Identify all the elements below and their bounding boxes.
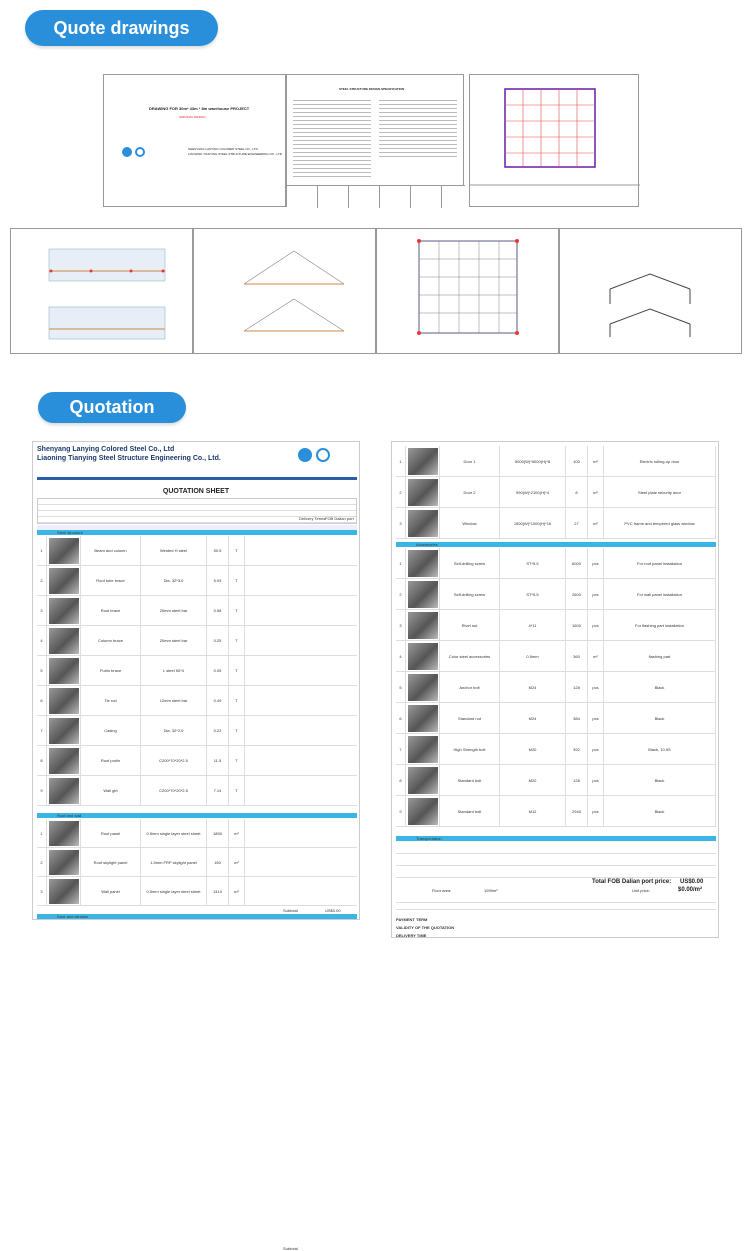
cell-name: Color steel accessories — [440, 641, 500, 671]
product-photo — [49, 628, 79, 654]
product-photo — [408, 705, 438, 732]
cell-unit: pcs — [588, 610, 604, 640]
cell-index: 5 — [37, 656, 47, 685]
photo-cell — [406, 703, 440, 733]
product-photo — [49, 821, 79, 846]
cell-name: Roof brace — [81, 596, 141, 625]
cell-qty: 2600 — [566, 579, 588, 609]
cell-index: 6 — [37, 686, 47, 715]
photo-cell — [47, 656, 81, 685]
cell-index: 3 — [396, 610, 406, 640]
product-photo — [49, 538, 79, 564]
cover-company-1: SHENYANG LANYING COLORED STEEL CO., LTD — [188, 147, 258, 151]
cell-remark: Black — [604, 703, 716, 733]
cell-spec: 990(W)*2100(H)*4 — [500, 477, 566, 507]
cell-unit: m² — [588, 477, 604, 507]
cell-index: 1 — [37, 536, 47, 565]
cell-index: 8 — [396, 765, 406, 795]
cell-unit: m² — [588, 641, 604, 671]
table-row — [37, 776, 357, 806]
cell-index: 6 — [396, 703, 406, 733]
unit-price-label: Unit price: — [632, 888, 651, 893]
product-photo — [49, 598, 79, 624]
table-row — [37, 656, 357, 686]
cell-unit: m² — [229, 848, 245, 876]
table-row — [37, 536, 357, 566]
product-photo — [408, 510, 438, 537]
cell-index: 3 — [37, 877, 47, 905]
cell-spec: Dia. 32*2.0 — [141, 716, 207, 745]
product-photo — [408, 550, 438, 577]
cell-unit: T — [229, 626, 245, 655]
photo-cell — [47, 877, 81, 905]
section-door-label: Door and window — [37, 914, 357, 919]
column-grid-svg — [377, 229, 560, 355]
sheet-logo-icon — [298, 448, 312, 462]
product-photo — [49, 850, 79, 875]
cell-unit: m² — [229, 877, 245, 905]
elevation-2-svg — [194, 229, 377, 355]
cell-index: 1 — [37, 819, 47, 847]
cell-name: Column brace — [81, 626, 141, 655]
product-photo — [408, 448, 438, 475]
cell-name: Window — [440, 508, 500, 538]
delivery-terms-value: FOB Dalian port — [325, 516, 354, 521]
table-row — [37, 686, 357, 716]
cell-remark: For roof panel installation — [604, 548, 716, 578]
cell-qty: 0.58 — [207, 596, 229, 625]
cell-name: Wall panel — [81, 877, 141, 905]
total-fob-label: Total FOB Dalian port price: — [592, 879, 672, 885]
cell-unit: T — [229, 566, 245, 595]
cell-remark: Black — [604, 672, 716, 702]
cell-qty: 8 — [566, 477, 588, 507]
photo-cell — [406, 548, 440, 578]
photo-cell — [47, 848, 81, 876]
cell-name: Purlin brace — [81, 656, 141, 685]
cell-spec: 4*11 — [500, 610, 566, 640]
drawing-elevation-2 — [193, 228, 376, 354]
cell-spec: 1500(W)*1000(H)*16 — [500, 508, 566, 538]
cell-unit: m² — [588, 508, 604, 538]
cell-spec: 0.5mm single layer steel sheet — [141, 877, 207, 905]
delivery-time: DELIVERY TIME — [396, 933, 427, 938]
cell-remark: Electric rolling-up door — [604, 446, 716, 476]
table-row — [396, 477, 716, 508]
photo-cell — [406, 508, 440, 538]
table-row — [396, 641, 716, 672]
cell-qty: 384 — [566, 703, 588, 733]
table-row — [396, 765, 716, 796]
sheet-company-2: Liaoning Tianying Steel Structure Engineering Co., Ltd. — [37, 455, 221, 462]
cell-qty: 1410 — [207, 877, 229, 905]
cell-name: Roof purlin — [81, 746, 141, 775]
table-row — [396, 508, 716, 539]
product-photo — [408, 798, 438, 825]
cell-unit: pcs — [588, 796, 604, 826]
photo-cell — [47, 716, 81, 745]
cell-spec: M20 — [500, 734, 566, 764]
quotation-sheet-2 — [391, 441, 719, 938]
cell-spec: ST*5.5 — [500, 548, 566, 578]
cell-unit: T — [229, 746, 245, 775]
cell-qty: 1600 — [566, 610, 588, 640]
spec-title: STEEL STRUCTURE DESIGN SPECIFICATION — [339, 87, 405, 91]
cell-qty: 2940 — [566, 796, 588, 826]
cell-remark: For wall panel installation — [604, 579, 716, 609]
cell-index: 1 — [396, 548, 406, 578]
validity: VALIDITY OF THE QUOTATION — [396, 925, 455, 930]
table-row — [37, 848, 357, 877]
cell-unit: pcs — [588, 703, 604, 733]
section-roof-label: Roof and wall — [37, 813, 357, 818]
sheet-seal-icon — [316, 448, 330, 462]
cell-qty: 100 — [566, 446, 588, 476]
transport-label: Transportation — [396, 836, 716, 841]
cell-name: Wall girt — [81, 776, 141, 805]
cell-unit: T — [229, 536, 245, 565]
photo-cell — [406, 641, 440, 671]
unit-price-value: $0.00/m² — [678, 887, 703, 893]
subtotal-label-2: Subtotal — [283, 908, 298, 913]
cell-qty: 5.93 — [207, 566, 229, 595]
photo-cell — [406, 672, 440, 702]
table-row — [37, 877, 357, 906]
cell-spec: Dia. 32*3.0 — [141, 566, 207, 595]
cell-index: 2 — [396, 477, 406, 507]
roof-rows — [37, 819, 357, 906]
cell-index: 3 — [37, 596, 47, 625]
product-photo — [408, 767, 438, 794]
cell-spec: 1.5mm FRP skylight panel — [141, 848, 207, 876]
payment-term: PAYMENT TERM — [396, 917, 428, 922]
drawing-spec-sheet — [286, 74, 464, 207]
photo-cell — [47, 686, 81, 715]
cell-name: Door 1 — [440, 446, 500, 476]
cell-name: Roof panel — [81, 819, 141, 847]
cell-qty: 7.14 — [207, 776, 229, 805]
cell-qty: 50.5 — [207, 536, 229, 565]
cell-spec: M20 — [500, 765, 566, 795]
table-row — [396, 548, 716, 579]
cell-index: 2 — [37, 848, 47, 876]
product-photo — [49, 658, 79, 684]
plan-grid-svg — [470, 75, 640, 208]
photo-cell — [47, 776, 81, 805]
cell-name: Door 2 — [440, 477, 500, 507]
table-row — [37, 626, 357, 656]
cell-index: 5 — [396, 672, 406, 702]
cell-name: High Strength bolt — [440, 734, 500, 764]
cell-qty: 160 — [207, 848, 229, 876]
photo-cell — [406, 765, 440, 795]
product-photo — [408, 674, 438, 701]
drawing-elevation-1 — [10, 228, 193, 354]
cell-qty: 0.05 — [207, 656, 229, 685]
photo-cell — [47, 596, 81, 625]
photo-cell — [47, 536, 81, 565]
cell-spec: M12 — [500, 796, 566, 826]
door-window-rows — [396, 446, 716, 539]
product-photo — [408, 581, 438, 608]
cell-index: 7 — [396, 734, 406, 764]
subtotal-value-2: US$0.00 — [325, 908, 341, 913]
table-row — [37, 596, 357, 626]
cell-unit: T — [229, 656, 245, 685]
cell-spec: M24 — [500, 672, 566, 702]
accessories-label: Accessories — [396, 542, 716, 547]
photo-cell — [47, 626, 81, 655]
cell-unit: T — [229, 686, 245, 715]
table-row — [396, 446, 716, 477]
cell-qty: 1890 — [207, 819, 229, 847]
cell-index: 9 — [37, 776, 47, 805]
cell-unit: pcs — [588, 765, 604, 795]
cell-qty: 392 — [566, 734, 588, 764]
cell-spec: ST*5.5 — [500, 579, 566, 609]
cell-unit: T — [229, 596, 245, 625]
cell-unit: T — [229, 776, 245, 805]
section-title-quote-drawings: Quote drawings — [25, 10, 218, 46]
photo-cell — [47, 746, 81, 775]
cell-spec: L steel 50*4 — [141, 656, 207, 685]
frame-section-svg — [560, 229, 743, 355]
total-fob-value: US$0.00 — [680, 879, 704, 885]
cell-name: Self-drilling screw — [440, 579, 500, 609]
cell-spec: C200*70*20*2.5 — [141, 746, 207, 775]
cover-subtitle: ORIGINAL DESIGN — [179, 115, 206, 119]
cell-unit: pcs — [588, 548, 604, 578]
cell-qty: 6000 — [566, 548, 588, 578]
cell-qty: 360 — [566, 641, 588, 671]
sheet-title: QUOTATION SHEET — [162, 488, 230, 495]
drawing-column-grid — [376, 228, 559, 354]
cell-unit: m² — [229, 819, 245, 847]
product-photo — [408, 612, 438, 639]
subtotal-label-1: Subtotal — [283, 1246, 298, 1251]
cell-name: Rivet nut — [440, 610, 500, 640]
quotation-sheet-1 — [32, 441, 360, 1251]
cell-index: 9 — [396, 796, 406, 826]
cell-remark: Black, 10.9S — [604, 734, 716, 764]
cell-name: Anchor bolt — [440, 672, 500, 702]
sheet-company-1: Shenyang Lanying Colored Steel Co., Ltd — [37, 446, 175, 453]
table-row — [396, 703, 716, 734]
cell-unit: pcs — [588, 672, 604, 702]
cell-unit: m² — [588, 446, 604, 476]
cell-spec: 0.5mm — [500, 641, 566, 671]
product-photo — [49, 879, 79, 904]
cover-title: DRAWING FOR 30m* 43m * 8m warehouse PROJECT — [149, 106, 250, 111]
cell-qty: 0.22 — [207, 716, 229, 745]
photo-cell — [47, 819, 81, 847]
cell-index: 4 — [37, 626, 47, 655]
cell-remark: PVC frame and tempered glass window — [604, 508, 716, 538]
cell-qty: 27 — [566, 508, 588, 538]
cell-name: Standard nut — [440, 703, 500, 733]
product-photo — [49, 568, 79, 594]
cell-remark: Black — [604, 765, 716, 795]
product-photo — [49, 778, 79, 804]
cell-name: Standard bolt — [440, 796, 500, 826]
table-row — [396, 610, 716, 641]
table-row — [37, 566, 357, 596]
cell-spec: 0.5mm single layer steel sheet — [141, 819, 207, 847]
cell-index: 3 — [396, 508, 406, 538]
cell-remark: Steel plate security door — [604, 477, 716, 507]
cell-qty: 128 — [566, 672, 588, 702]
table-row — [396, 734, 716, 765]
logo-icon — [122, 147, 132, 157]
cell-spec: 20mm steel bar — [141, 596, 207, 625]
section-title-quotation: Quotation — [38, 392, 186, 423]
cell-name: Beam and column — [81, 536, 141, 565]
product-photo — [408, 479, 438, 506]
cell-spec: M24 — [500, 703, 566, 733]
cell-remark: flashing part — [604, 641, 716, 671]
cell-index: 7 — [37, 716, 47, 745]
table-row — [396, 579, 716, 610]
cell-name: Tie rod — [81, 686, 141, 715]
cell-qty: 0.25 — [207, 626, 229, 655]
cell-name: Self-drilling screw — [440, 548, 500, 578]
table-row — [37, 819, 357, 848]
photo-cell — [406, 477, 440, 507]
cell-unit: pcs — [588, 579, 604, 609]
cell-spec: 20mm steel bar — [141, 626, 207, 655]
cover-company-2: LIAONING TIANYING STEEL STRUCTURE ENGINEERING CO., LTD — [188, 152, 282, 156]
photo-cell — [406, 796, 440, 826]
cell-name: Roof tube brace — [81, 566, 141, 595]
cell-index: 2 — [396, 579, 406, 609]
floor-area-value: 1999m² — [484, 888, 498, 893]
product-photo — [49, 688, 79, 714]
cell-name: Casing — [81, 716, 141, 745]
table-row — [396, 796, 716, 827]
cell-spec: 5000(W)*5000(H)*8 — [500, 446, 566, 476]
photo-cell — [406, 734, 440, 764]
cell-qty: 0.49 — [207, 686, 229, 715]
steel-rows — [37, 536, 357, 806]
seal-icon — [135, 147, 145, 157]
cell-spec: Welded H steel — [141, 536, 207, 565]
product-photo — [49, 718, 79, 744]
elevation-1-svg — [11, 229, 194, 355]
product-photo — [49, 748, 79, 774]
drawing-frame-section — [559, 228, 742, 354]
cell-index: 2 — [37, 566, 47, 595]
photo-cell — [406, 446, 440, 476]
drawing-cover-sheet — [103, 74, 286, 207]
cell-spec: C200*70*20*2.5 — [141, 776, 207, 805]
accessory-rows — [396, 548, 716, 827]
floor-area-label: Floor area: — [432, 888, 452, 893]
cell-qty: 11.5 — [207, 746, 229, 775]
photo-cell — [406, 610, 440, 640]
photo-cell — [47, 566, 81, 595]
cell-remark: Black — [604, 796, 716, 826]
cell-qty: 128 — [566, 765, 588, 795]
cell-unit: T — [229, 716, 245, 745]
cell-index: 1 — [396, 446, 406, 476]
section-steel-label: Steel structure — [37, 530, 357, 535]
table-row — [37, 716, 357, 746]
cell-index: 4 — [396, 641, 406, 671]
product-photo — [408, 736, 438, 763]
product-photo — [408, 643, 438, 670]
delivery-terms-label: Delivery Terms — [299, 516, 326, 521]
cell-name: Standard bolt — [440, 765, 500, 795]
drawing-plan-grid — [469, 74, 639, 207]
cell-name: Roof skylight panel — [81, 848, 141, 876]
cell-remark: For flashing part installation — [604, 610, 716, 640]
cell-index: 8 — [37, 746, 47, 775]
table-row — [396, 672, 716, 703]
cell-spec: 12mm steel bar — [141, 686, 207, 715]
table-row — [37, 746, 357, 776]
photo-cell — [406, 579, 440, 609]
cell-unit: pcs — [588, 734, 604, 764]
